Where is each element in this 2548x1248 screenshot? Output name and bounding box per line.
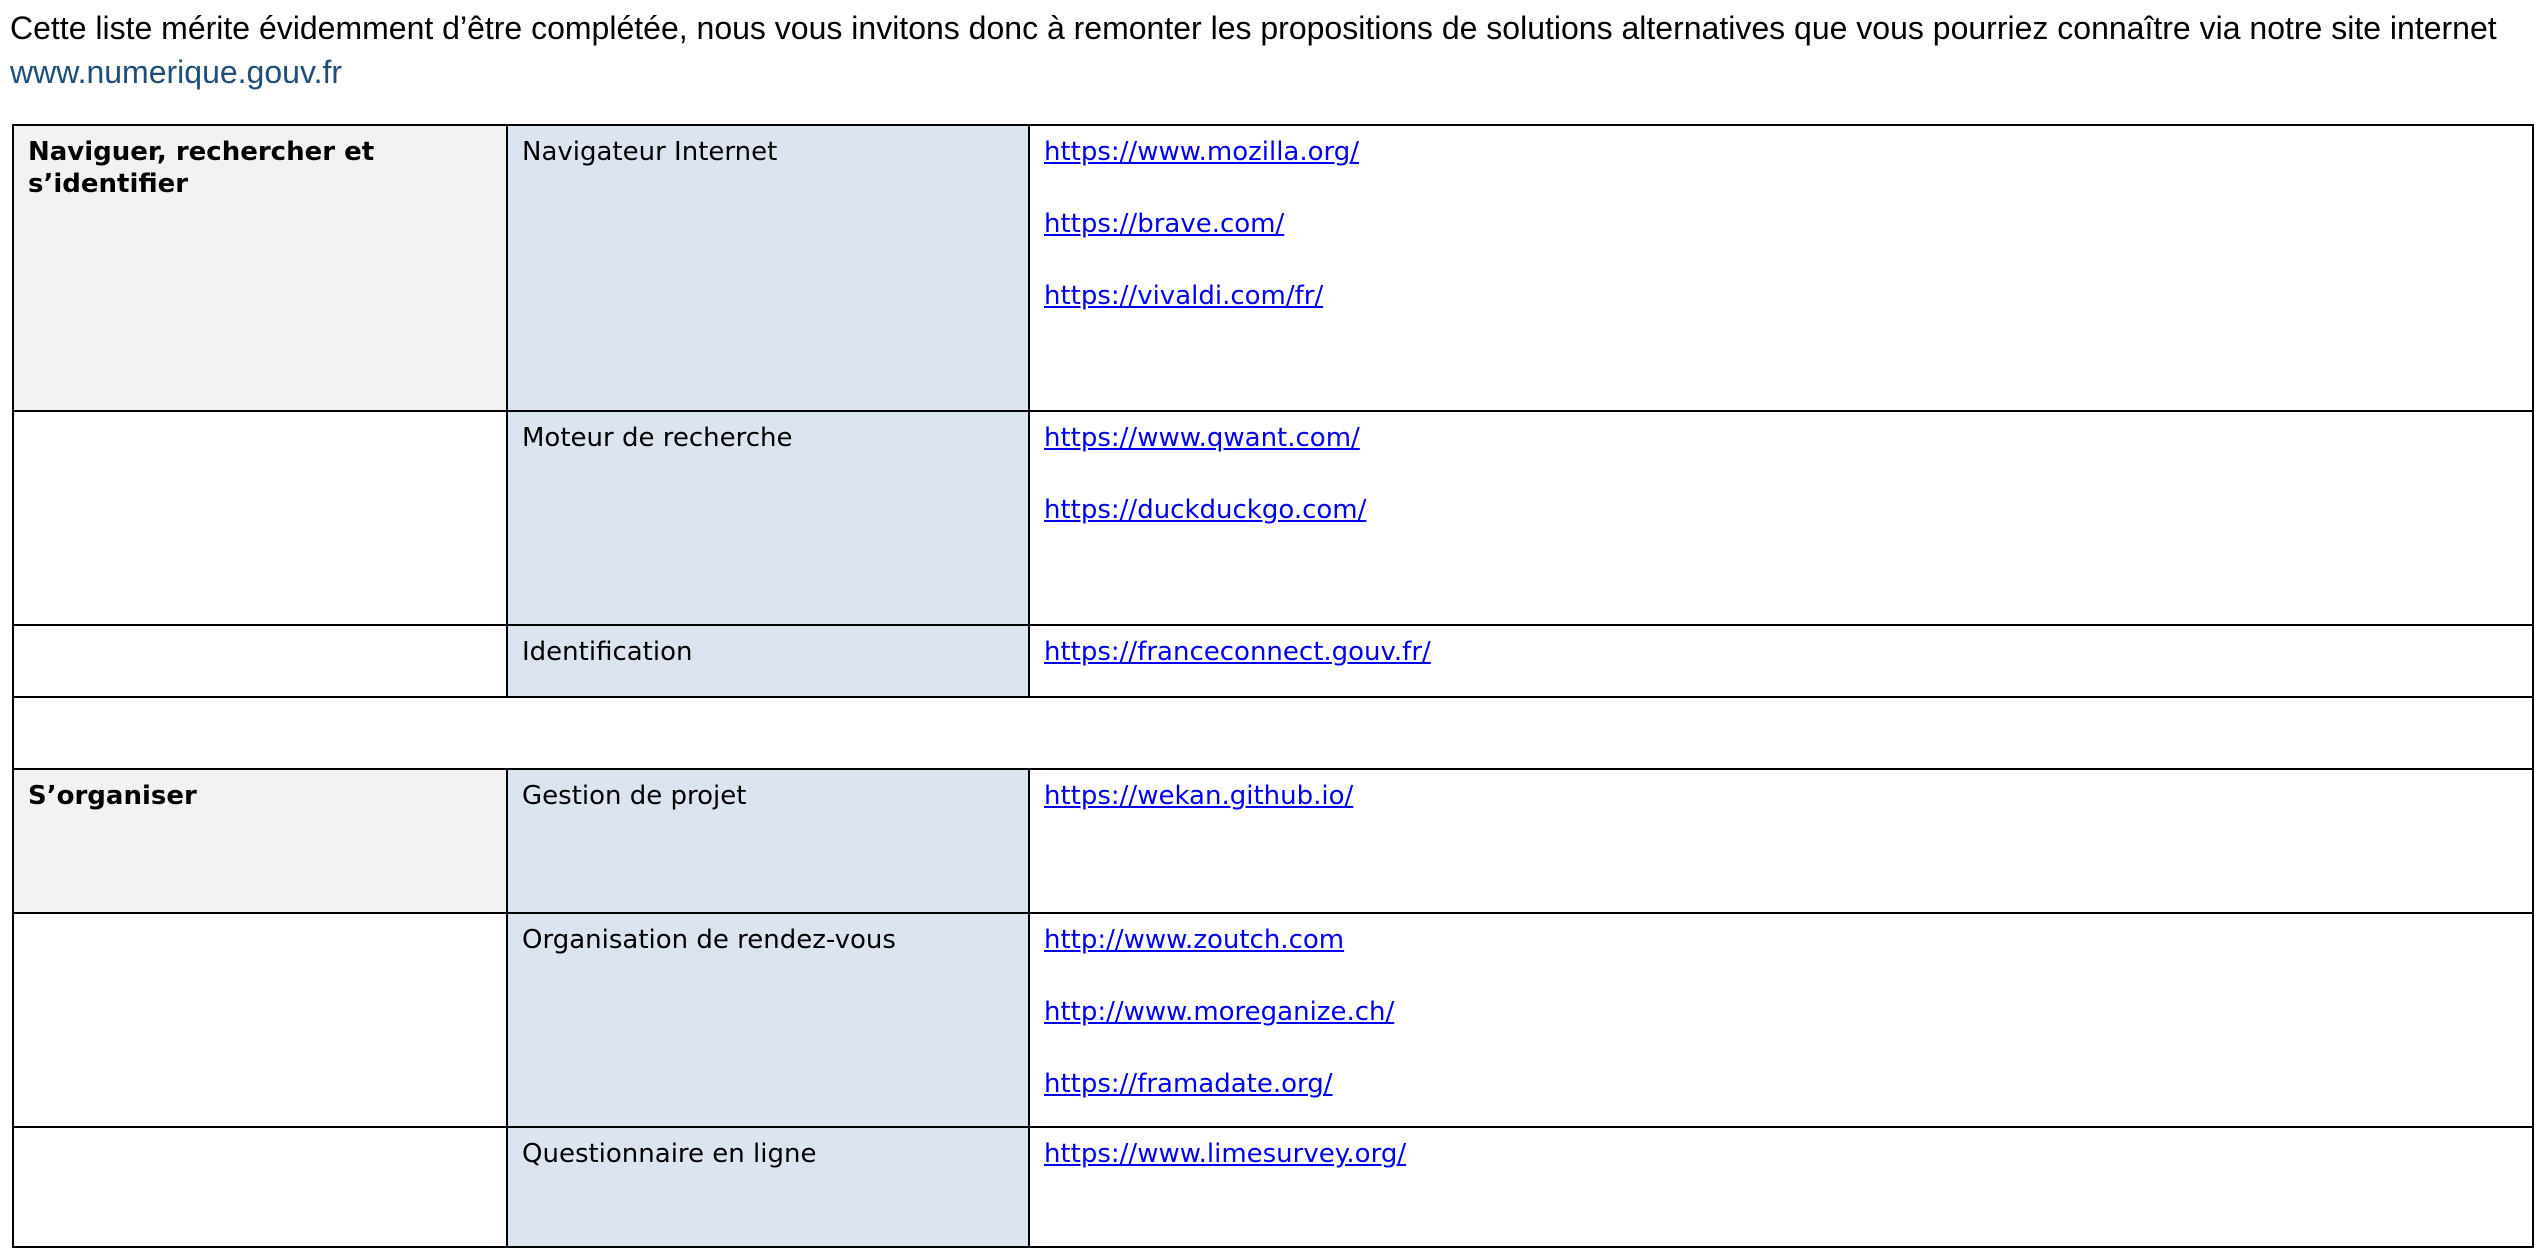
subcategory-label: Questionnaire en ligne bbox=[522, 1139, 817, 1169]
solution-link[interactable]: http://www.moreganize.ch/ bbox=[1044, 997, 1395, 1027]
solution-link[interactable]: https://wekan.github.io/ bbox=[1044, 781, 1354, 811]
solution-link[interactable]: https://duckduckgo.com/ bbox=[1044, 495, 1367, 525]
solution-link[interactable]: https://www.limesurvey.org/ bbox=[1044, 1139, 1407, 1169]
subcategory-cell bbox=[507, 625, 1029, 697]
subcategory-cell bbox=[507, 769, 1029, 913]
category-cell bbox=[13, 625, 507, 697]
category-cell bbox=[13, 411, 507, 625]
subcategory-cell bbox=[507, 1127, 1029, 1247]
table-row bbox=[13, 411, 2533, 625]
category-label: Naviguer, rechercher et s’identifier bbox=[28, 137, 375, 199]
subcategory-cell bbox=[507, 125, 1029, 411]
table-spacer-row bbox=[13, 697, 2533, 769]
links-cell bbox=[1029, 769, 2533, 913]
intro-paragraph bbox=[10, 6, 2540, 94]
solution-link[interactable]: http://www.zoutch.com bbox=[1044, 925, 1345, 955]
solution-link[interactable]: https://franceconnect.gouv.fr/ bbox=[1044, 637, 1431, 667]
solution-link[interactable]: https://brave.com/ bbox=[1044, 209, 1285, 239]
table-row bbox=[13, 769, 2533, 913]
subcategory-cell bbox=[507, 913, 1029, 1127]
subcategory-label: Gestion de projet bbox=[522, 781, 747, 811]
intro-text: Cette liste mérite évidemment d’être complétée, nous vous invitons donc à remonter les propositions de solutions alternatives que vous pourriez connaître via notre site internet bbox=[10, 10, 2497, 46]
solution-link[interactable]: https://www.mozilla.org/ bbox=[1044, 137, 1360, 167]
subcategory-label: Navigateur Internet bbox=[522, 137, 778, 167]
subcategory-cell bbox=[507, 411, 1029, 625]
subcategory-label: Identification bbox=[522, 637, 693, 667]
category-label: S’organiser bbox=[28, 781, 197, 811]
links-cell bbox=[1029, 913, 2533, 1127]
subcategory-label: Moteur de recherche bbox=[522, 423, 793, 453]
category-cell bbox=[13, 913, 507, 1127]
links-cell bbox=[1029, 1127, 2533, 1247]
table-row bbox=[13, 1127, 2533, 1247]
solution-link[interactable]: https://www.qwant.com/ bbox=[1044, 423, 1360, 453]
table-row bbox=[13, 125, 2533, 411]
subcategory-label: Organisation de rendez-vous bbox=[522, 925, 896, 955]
category-cell bbox=[13, 125, 507, 411]
spacer-cell bbox=[13, 697, 2533, 769]
links-cell bbox=[1029, 411, 2533, 625]
links-cell bbox=[1029, 625, 2533, 697]
solutions-table bbox=[12, 124, 2534, 1248]
solution-link[interactable]: https://framadate.org/ bbox=[1044, 1069, 1333, 1099]
table-row bbox=[13, 625, 2533, 697]
site-link[interactable]: www.numerique.gouv.fr bbox=[10, 54, 342, 90]
category-cell bbox=[13, 1127, 507, 1247]
links-cell bbox=[1029, 125, 2533, 411]
category-cell bbox=[13, 769, 507, 913]
solution-link[interactable]: https://vivaldi.com/fr/ bbox=[1044, 281, 1324, 311]
table-row bbox=[13, 913, 2533, 1127]
